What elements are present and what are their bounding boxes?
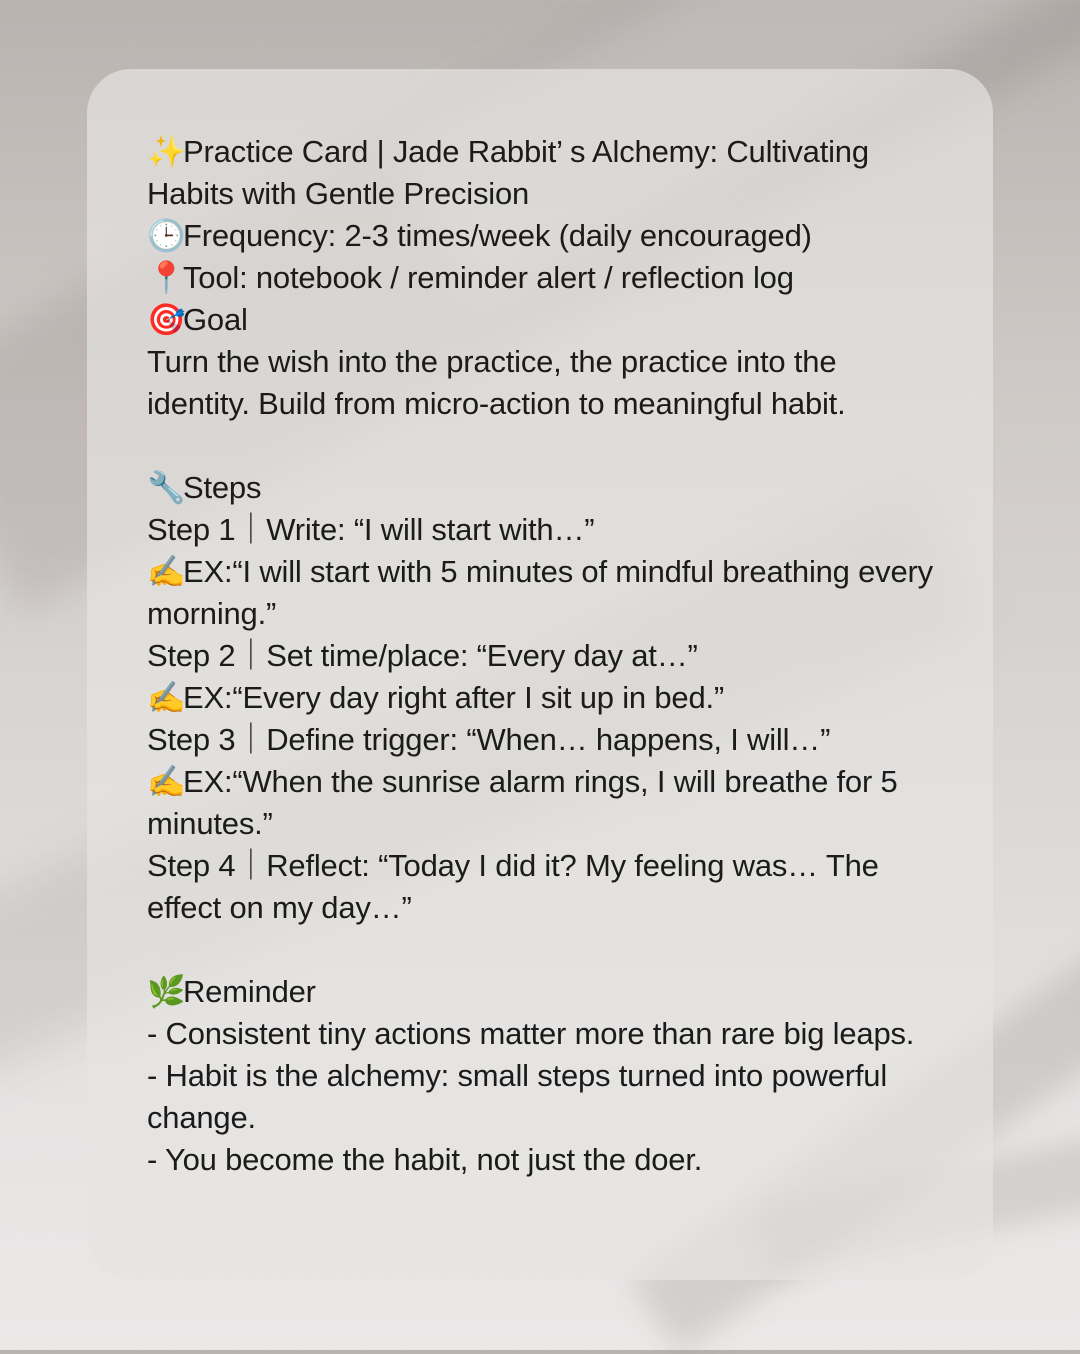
sparkles-icon: ✨ [147, 134, 186, 169]
spacer [147, 425, 947, 467]
steps-heading: 🔧Steps [147, 467, 947, 509]
target-icon: 🎯 [147, 302, 186, 337]
pin-icon: 📍 [147, 260, 186, 295]
step-2-example: ✍️EX:“Every day right after I sit up in bed.” [147, 677, 947, 719]
card-content [147, 131, 947, 1181]
step-1-example: ✍️EX:“I will start with 5 minutes of mindful breathing every morning.” [147, 551, 947, 635]
card-title: ✨Practice Card | Jade Rabbit’ s Alchemy: Cultivating Habits with Gentle Precision [147, 131, 947, 215]
writing-hand-icon: ✍️ [147, 554, 186, 589]
step-3-example: ✍️EX:“When the sunrise alarm rings, I will breathe for 5 minutes.” [147, 761, 947, 845]
step-4-label: Step 4｜Reflect: “Today I did it? My feeling was… The effect on my day…” [147, 848, 888, 925]
herb-icon: 🌿 [147, 974, 186, 1009]
step-1-label: Step 1｜Write: “I will start with…” [147, 512, 595, 547]
step-3-label: Step 3｜Define trigger: “When… happens, I will…” [147, 722, 831, 757]
clock-icon: 🕒 [147, 218, 186, 253]
frequency-line: 🕒Frequency: 2-3 times/week (daily encouraged) [147, 215, 947, 257]
step-2-label: Step 2｜Set time/place: “Every day at…” [147, 638, 698, 673]
writing-hand-icon: ✍️ [147, 764, 186, 799]
goal-heading: 🎯Goal [147, 299, 947, 341]
reminder-item: - You become the habit, not just the doer. [147, 1142, 703, 1177]
writing-hand-icon: ✍️ [147, 680, 186, 715]
tool-line: 📍Tool: notebook / reminder alert / reflection log [147, 257, 947, 299]
practice-card [87, 69, 993, 1280]
spacer [147, 929, 947, 971]
reminder-item: - Consistent tiny actions matter more than rare big leaps. [147, 1016, 915, 1051]
goal-text: Turn the wish into the practice, the practice into the identity. Build from micro-action to meaningful habit. [147, 344, 846, 421]
reminder-heading: 🌿Reminder [147, 971, 947, 1013]
reminder-item: - Habit is the alchemy: small steps turned into powerful change. [147, 1058, 896, 1135]
wrench-icon: 🔧 [147, 470, 186, 505]
